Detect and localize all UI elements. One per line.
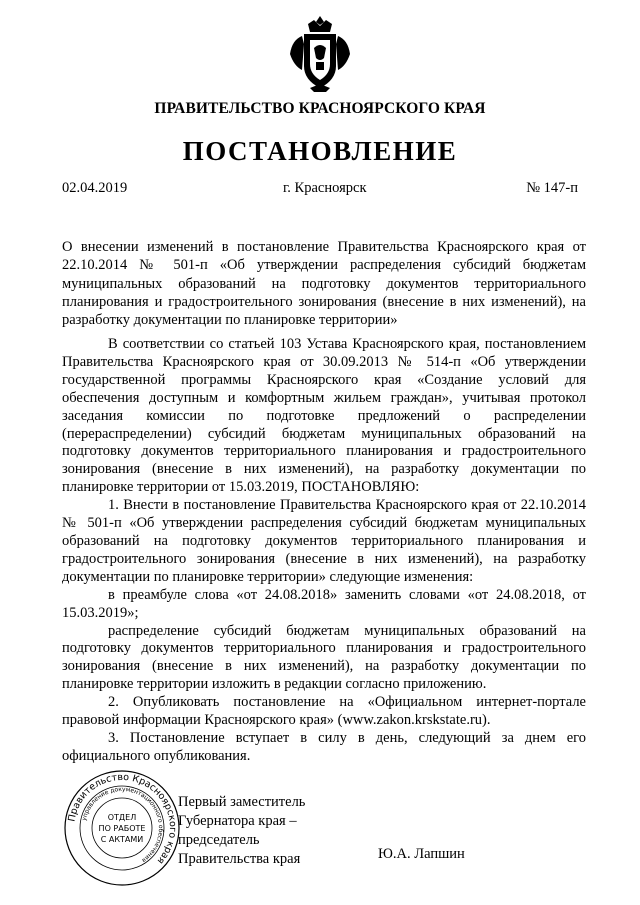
svg-text:ПО РАБОТЕ: ПО РАБОТЕ — [98, 824, 146, 833]
item-2-paragraph: 2. Опубликовать постановление на «Официальном интернет-портале правовой информации Красноярского края» (www.zakon.krskstate.ru). — [62, 694, 586, 729]
document-city: г. Красноярск — [283, 180, 367, 196]
svg-text:управление документационного о: управление документационного обеспечения — [80, 785, 165, 864]
government-name: ПРАВИТЕЛЬСТВО КРАСНОЯРСКОГО КРАЯ — [154, 100, 486, 117]
document-number: № 147-п — [526, 180, 578, 196]
signatory-line-4: Правительства края — [178, 851, 301, 867]
preamble-paragraph: В соответствии со статьей 103 Устава Красноярского края, постановлением Правительства Красноярского края от 30.09.2013 № 514-п «Об утверждении государственной программы Красноярского края «Создание условий для обеспечения доступным и комфортным жильем граждан», учитывая протокол заседания комиссии по подготовке предложений о распределении (перераспределении) субсидий бюджетам муниципальных образований на подготовку документов территориального планирования и градостроительного зонирования (внесение в них изменений), на разработку документации по планировке территории от 15.03.2019, ПОСТАНОВЛЯЮ: — [62, 336, 586, 496]
signatory-title — [178, 793, 305, 869]
svg-text:Правительство Красноярского кр: Правительство Красноярского края — [66, 771, 179, 867]
official-stamp — [62, 768, 182, 888]
item-1-paragraph: 1. Внести в постановление Правительства Красноярского края от 22.10.2014 № 501-п «Об утверждении распределения субсидий бюджетам муниципальных образований на подготовку документов территориального планирования и градостроительного зонирования (внесение в них изменений), на разработку документации по планировке территории» следующие изменения: — [62, 497, 586, 585]
signatory-line-1: Первый заместитель — [178, 794, 306, 810]
coat-of-arms-icon — [286, 14, 354, 94]
svg-text:ОТДЕЛ: ОТДЕЛ — [107, 813, 137, 822]
item-3-paragraph: 3. Постановление вступает в силу в день, следующий за днем его официального опубликования. — [62, 729, 586, 764]
document-date: 02.04.2019 — [62, 180, 128, 196]
item-1b-paragraph: распределение субсидий бюджетам муниципальных образований на подготовку документов территориального планирования и градостроительного зонирования (внесение в них изменений), на разработку документации по планировке территории изложить в редакции согласно приложению. — [62, 622, 586, 693]
document-subject: О внесении изменений в постановление Правительства Красноярского края от 22.10.2014 № 501-п «Об утверждении распределения субсидий бюджетам муниципальных образований на подготовку документов территориального планирования и градостроительного зонирования (внесение в них изменений), на разработку документации по планировке территории» — [62, 239, 586, 329]
signatory-name: Ю.А. Лапшин — [378, 846, 465, 862]
document-type: ПОСТАНОВЛЕНИЕ — [182, 136, 458, 166]
item-1a-paragraph: в преамбуле слова «от 24.08.2018» заменить словами «от 24.08.2018, от 15.03.2019»; — [62, 586, 586, 621]
signatory-line-2: Губернатора края – — [178, 813, 297, 829]
svg-text:С АКТАМИ: С АКТАМИ — [100, 835, 144, 844]
document-body — [62, 336, 586, 766]
signatory-line-3: председатель — [178, 832, 260, 848]
